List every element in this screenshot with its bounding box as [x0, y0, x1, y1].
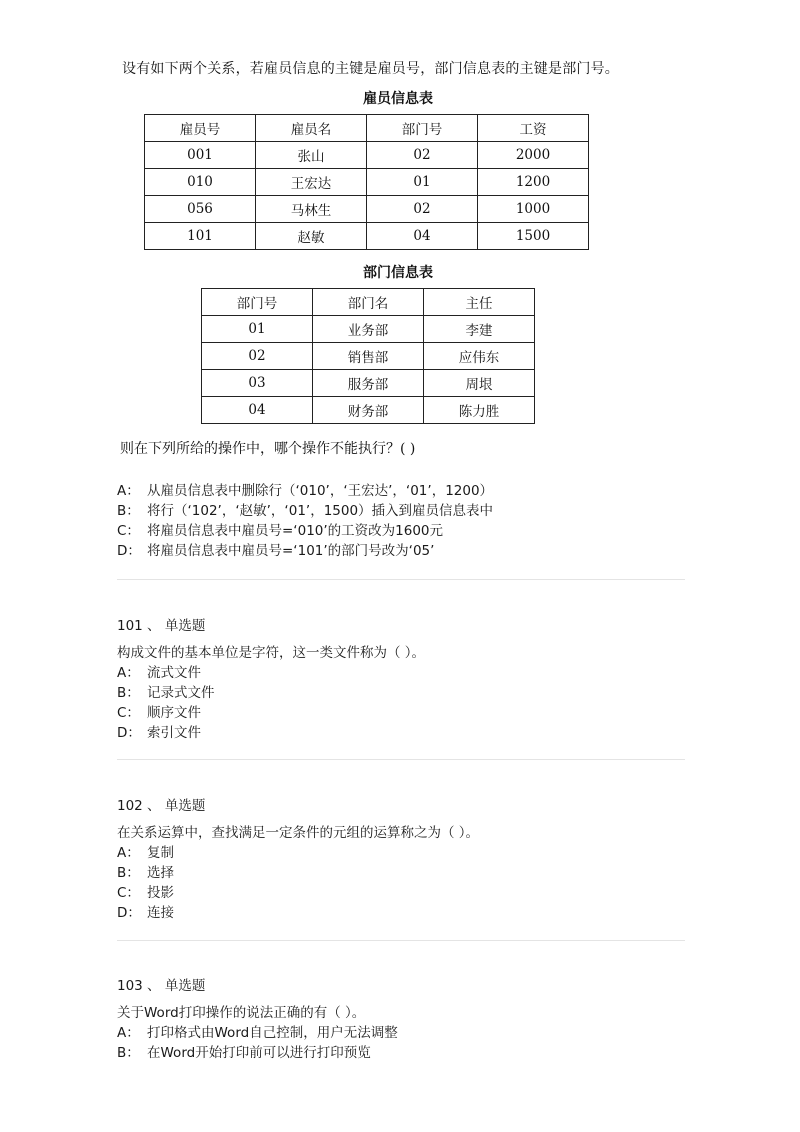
employee-table — [144, 114, 589, 250]
option-text: 复制 — [147, 845, 174, 861]
option-key: B： — [117, 685, 140, 701]
table-cell: 010 — [145, 169, 256, 196]
table-cell: 1200 — [478, 169, 589, 196]
divider — [117, 759, 685, 760]
option-key: C： — [117, 523, 140, 539]
option-text: 将雇员信息表中雇员号=‘010’的工资改为1600元 — [147, 523, 444, 539]
table-cell: 1500 — [478, 223, 589, 250]
question-intro: 设有如下两个关系，若雇员信息的主键是雇员号，部门信息表的主键是部门号。 — [122, 61, 619, 77]
question-stem: 构成文件的基本单位是字符，这一类文件称为（ ）。 — [117, 645, 426, 661]
question-header — [117, 976, 398, 996]
table-header-cell: 部门号 — [367, 115, 478, 142]
table-cell: 01 — [202, 316, 313, 343]
table-row — [145, 223, 589, 250]
option-text: 将行（‘102’，‘赵敏’，‘01’，1500）插入到雇员信息表中 — [147, 503, 494, 519]
option-key: B： — [117, 503, 140, 519]
option-key: A： — [117, 845, 140, 861]
option-a[interactable] — [117, 663, 425, 683]
scanned-question-image — [118, 58, 678, 458]
question-header — [117, 796, 479, 816]
question-number: 103 、 — [117, 978, 161, 994]
option-key: B： — [117, 1045, 140, 1061]
option-b[interactable] — [117, 501, 493, 521]
question-stem: 关于Word打印操作的说法正确的有（ ）。 — [117, 1005, 366, 1021]
table-cell: 02 — [202, 343, 313, 370]
department-table-title: 部门信息表 — [363, 265, 433, 281]
option-a[interactable] — [117, 1023, 398, 1043]
department-table — [201, 288, 535, 424]
table-header-cell: 部门号 — [202, 289, 313, 316]
option-d[interactable] — [117, 903, 479, 923]
question-options — [117, 481, 493, 561]
option-c[interactable] — [117, 883, 479, 903]
table-cell: 周垠 — [424, 370, 535, 397]
question-type: 单选题 — [164, 978, 206, 994]
question-type: 单选题 — [164, 798, 206, 814]
table-row — [202, 397, 535, 424]
option-text: 将雇员信息表中雇员号=‘101’的部门号改为‘05’ — [147, 543, 435, 559]
option-key: A： — [117, 483, 140, 499]
table-cell: 应伟东 — [424, 343, 535, 370]
table-cell: 02 — [367, 196, 478, 223]
table-row — [145, 142, 589, 169]
table-header-cell: 雇员名 — [256, 115, 367, 142]
option-b[interactable] — [117, 1043, 398, 1063]
table-cell: 李建 — [424, 316, 535, 343]
option-c[interactable] — [117, 521, 493, 541]
option-text: 打印格式由Word自己控制，用户无法调整 — [147, 1025, 398, 1041]
table-cell: 101 — [145, 223, 256, 250]
option-key: C： — [117, 705, 140, 721]
table-cell: 01 — [367, 169, 478, 196]
option-text: 顺序文件 — [147, 705, 201, 721]
table-cell: 03 — [202, 370, 313, 397]
divider — [117, 579, 685, 580]
option-text: 选择 — [147, 865, 174, 881]
table-header-cell: 工资 — [478, 115, 589, 142]
table-cell: 陈力胜 — [424, 397, 535, 424]
table-cell: 04 — [367, 223, 478, 250]
table-cell: 张山 — [256, 142, 367, 169]
option-key: D： — [117, 905, 141, 921]
option-key: A： — [117, 1025, 140, 1041]
table-cell: 业务部 — [313, 316, 424, 343]
option-b[interactable] — [117, 683, 425, 703]
table-row — [202, 370, 535, 397]
option-text: 投影 — [147, 885, 174, 901]
option-key: C： — [117, 885, 140, 901]
option-text: 流式文件 — [147, 665, 201, 681]
table-header-row — [202, 289, 535, 316]
question-102 — [117, 796, 479, 923]
table-header-cell: 部门名 — [313, 289, 424, 316]
option-key: D： — [117, 725, 141, 741]
option-c[interactable] — [117, 703, 425, 723]
table-cell: 056 — [145, 196, 256, 223]
divider — [117, 940, 685, 941]
question-103 — [117, 976, 398, 1063]
question-header — [117, 616, 425, 636]
option-key: B： — [117, 865, 140, 881]
table-header-cell: 雇员号 — [145, 115, 256, 142]
table-cell: 王宏达 — [256, 169, 367, 196]
table-cell: 销售部 — [313, 343, 424, 370]
option-text: 在Word开始打印前可以进行打印预览 — [147, 1045, 371, 1061]
option-b[interactable] — [117, 863, 479, 883]
option-a[interactable] — [117, 481, 493, 501]
table-cell: 服务部 — [313, 370, 424, 397]
question-101 — [117, 616, 425, 743]
question-stem: 在关系运算中，查找满足一定条件的元组的运算称之为（ ）。 — [117, 825, 480, 841]
option-text: 连接 — [147, 905, 174, 921]
table-header-cell: 主任 — [424, 289, 535, 316]
option-text: 索引文件 — [147, 725, 201, 741]
question-number: 102 、 — [117, 798, 161, 814]
table-cell: 赵敏 — [256, 223, 367, 250]
option-key: D： — [117, 543, 141, 559]
table-cell: 2000 — [478, 142, 589, 169]
option-a[interactable] — [117, 843, 479, 863]
option-d[interactable] — [117, 541, 493, 561]
option-key: A： — [117, 665, 140, 681]
option-text: 从雇员信息表中删除行（‘010’，‘王宏达’，‘01’，1200） — [147, 483, 494, 499]
table-cell: 02 — [367, 142, 478, 169]
question-type: 单选题 — [164, 618, 206, 634]
table-cell: 财务部 — [313, 397, 424, 424]
option-text: 记录式文件 — [147, 685, 215, 701]
table-row — [145, 196, 589, 223]
table-cell: 1000 — [478, 196, 589, 223]
table-cell: 马林生 — [256, 196, 367, 223]
question-number: 101 、 — [117, 618, 161, 634]
question-text: 则在下列所给的操作中，哪个操作不能执行？( ) — [120, 441, 416, 457]
employee-table-title: 雇员信息表 — [363, 91, 433, 107]
table-cell: 04 — [202, 397, 313, 424]
table-cell: 001 — [145, 142, 256, 169]
table-row — [202, 316, 535, 343]
table-row — [202, 343, 535, 370]
option-d[interactable] — [117, 723, 425, 743]
table-header-row — [145, 115, 589, 142]
table-row — [145, 169, 589, 196]
